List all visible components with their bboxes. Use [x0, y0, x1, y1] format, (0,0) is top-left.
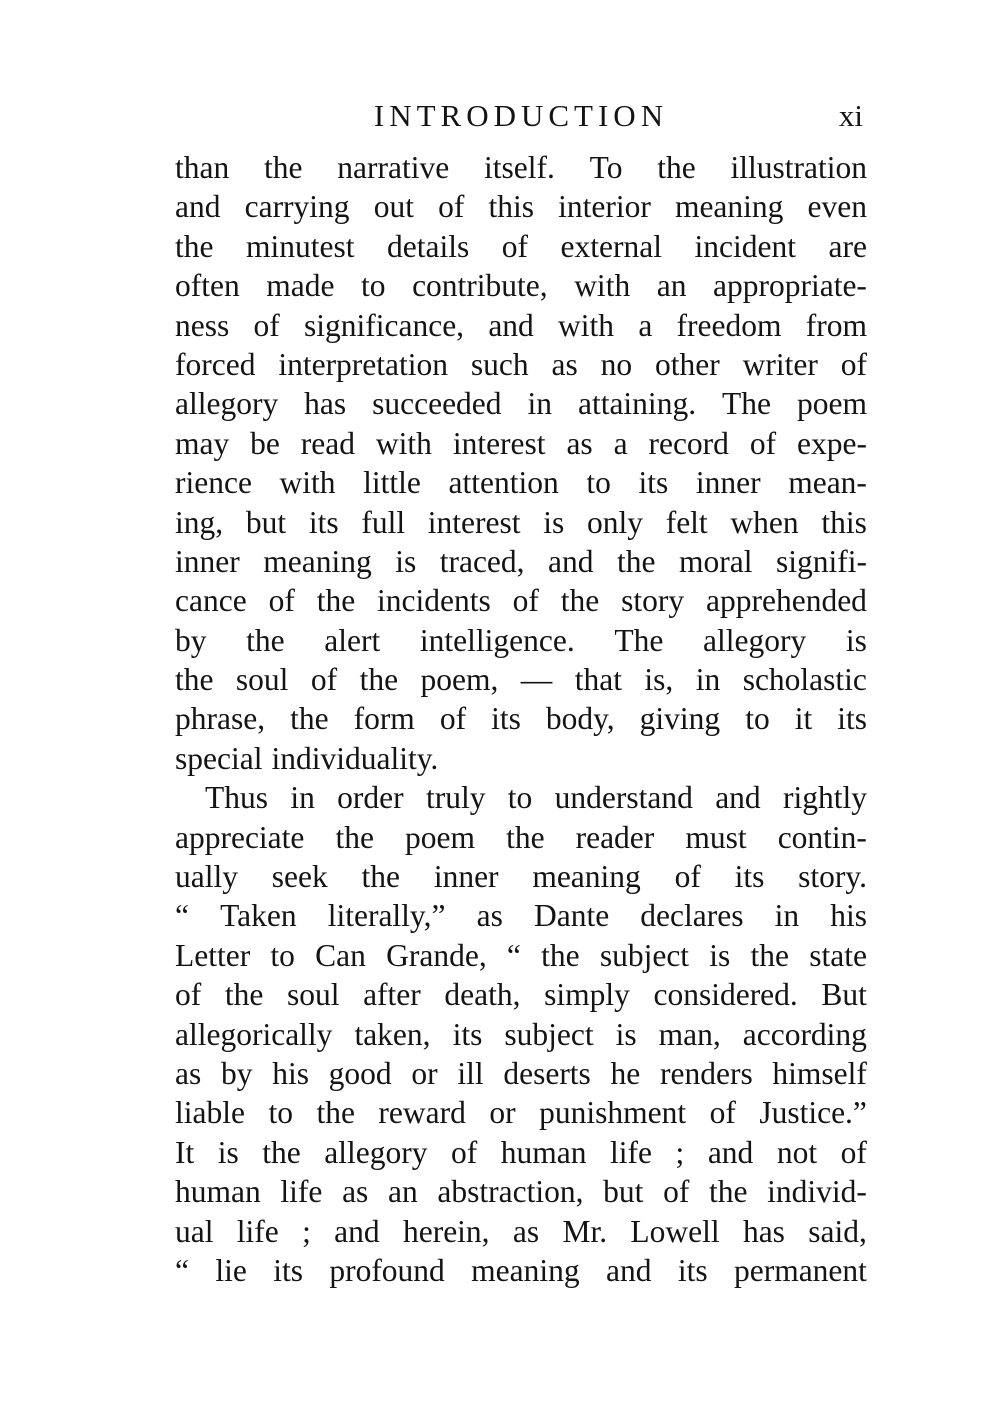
word: simply — [544, 977, 630, 1013]
word: as — [512, 1213, 540, 1249]
word: poem, — [420, 662, 499, 698]
word: The — [722, 386, 772, 422]
word: out — [373, 189, 414, 225]
word: in — [527, 386, 553, 422]
word: ing, — [175, 504, 224, 540]
page-number: xi — [838, 98, 863, 133]
word: Lowell — [630, 1213, 720, 1249]
text-line — [175, 503, 867, 542]
word: a — [638, 307, 653, 343]
word: is — [709, 937, 731, 973]
word: inner — [695, 465, 761, 501]
text-line — [175, 1212, 867, 1251]
text-line — [175, 857, 867, 896]
word: human — [175, 1174, 261, 1210]
word: Grande, — [386, 937, 487, 973]
word: the — [175, 662, 214, 698]
word: declares — [640, 898, 744, 934]
word: other — [655, 346, 720, 382]
word: “ — [506, 937, 521, 973]
word: of — [438, 189, 465, 225]
text-line — [175, 818, 867, 857]
word: little — [363, 465, 421, 501]
word: of — [253, 307, 280, 343]
text-line — [175, 1015, 867, 1054]
text-line — [175, 1251, 867, 1290]
word: even — [807, 189, 867, 225]
word: is — [217, 1134, 239, 1170]
word: To — [589, 150, 623, 185]
word: interest — [427, 504, 521, 540]
text-line — [175, 739, 867, 778]
word: than — [175, 150, 230, 185]
running-title: INTRODUCTION — [373, 98, 669, 133]
word: its — [491, 701, 521, 737]
word: the — [262, 1134, 301, 1170]
word: as — [551, 346, 578, 382]
word: by — [220, 1055, 253, 1091]
word: its — [677, 1252, 708, 1288]
word: to — [361, 268, 386, 304]
word: rightly — [783, 780, 867, 816]
word: the — [506, 819, 545, 855]
word: But — [821, 977, 867, 1013]
word: it — [794, 701, 813, 737]
word: the — [617, 543, 656, 579]
word: of — [439, 701, 467, 737]
word: alert — [324, 622, 381, 658]
word: deserts — [503, 1055, 591, 1091]
word: the — [316, 1095, 355, 1131]
word: It — [175, 1134, 195, 1170]
word: ually — [175, 859, 238, 895]
word: of — [268, 583, 295, 619]
word: the — [175, 228, 214, 264]
word: external — [560, 228, 662, 264]
word: with — [279, 465, 336, 501]
word: mean- — [788, 465, 867, 501]
word: ; — [302, 1213, 311, 1249]
word: traced, — [439, 543, 525, 579]
word: and — [334, 1213, 380, 1249]
word: incidents — [377, 583, 491, 619]
word: this — [488, 189, 534, 225]
word: renders — [660, 1055, 753, 1091]
word: ; — [675, 1134, 685, 1170]
word: as — [342, 1174, 369, 1210]
word: to — [745, 701, 770, 737]
word: to — [586, 465, 611, 501]
word: to — [507, 780, 533, 816]
word: human — [500, 1134, 587, 1170]
word: is — [395, 543, 417, 579]
word: ill — [457, 1055, 484, 1091]
word: in — [695, 662, 721, 698]
word: of — [451, 1134, 478, 1170]
word: reward — [378, 1095, 466, 1131]
word: cance — [175, 583, 247, 619]
word: story. — [798, 859, 867, 895]
word: death, — [444, 977, 521, 1013]
word: attention — [448, 465, 559, 501]
word: minutest — [246, 228, 355, 264]
word: the — [290, 701, 329, 737]
word: and — [707, 1134, 754, 1170]
text-line — [175, 660, 867, 699]
word: the — [359, 662, 399, 698]
word: meaning — [471, 1252, 580, 1288]
word: appreciate — [175, 819, 305, 855]
word: or — [411, 1055, 438, 1091]
word: its — [273, 1252, 303, 1288]
word: his — [272, 1055, 309, 1091]
word: story — [621, 583, 685, 619]
text-line — [175, 1172, 867, 1211]
word: The — [614, 622, 664, 658]
word: of — [310, 662, 338, 698]
word: Dante — [533, 898, 610, 934]
word: and — [175, 189, 221, 225]
word: meaning — [263, 543, 372, 579]
word: interior — [558, 189, 651, 225]
word: not — [776, 1134, 818, 1170]
word: poem — [796, 386, 867, 422]
word: “ — [175, 1252, 189, 1288]
word: and — [715, 780, 761, 816]
word: seek — [271, 859, 328, 895]
word: considered. — [653, 977, 798, 1013]
word: felt — [665, 504, 708, 540]
word: with — [375, 425, 432, 461]
word: life — [236, 1213, 279, 1249]
word: an — [656, 268, 687, 304]
word: of — [840, 346, 867, 382]
word: abstraction, — [437, 1174, 584, 1210]
text-line — [175, 266, 867, 305]
word: is, — [644, 662, 674, 698]
word: of — [663, 1174, 690, 1210]
word: punishment — [539, 1095, 687, 1131]
word: its — [734, 859, 765, 895]
word: and — [548, 543, 594, 579]
word: its — [837, 701, 867, 737]
word: interpretation — [278, 346, 449, 382]
word: be — [250, 425, 280, 461]
text-line — [175, 581, 867, 620]
word: of — [674, 859, 701, 895]
text-line — [175, 1133, 867, 1172]
word: individ- — [767, 1174, 867, 1210]
word: scholastic — [742, 662, 867, 698]
word: this — [821, 504, 867, 540]
word: illustration — [730, 150, 867, 185]
word: poem — [405, 819, 475, 855]
word: ness — [175, 307, 230, 343]
word: carrying — [244, 189, 350, 225]
word: and — [488, 307, 534, 343]
body-text — [175, 148, 867, 1290]
word: and — [606, 1252, 652, 1288]
word: but — [603, 1174, 644, 1210]
text-line — [175, 1054, 867, 1093]
word: a — [613, 425, 628, 461]
text-line — [175, 778, 867, 817]
word: truly — [425, 780, 486, 816]
word: Letter — [175, 937, 251, 973]
word: the — [316, 583, 356, 619]
word: according — [742, 1016, 867, 1052]
text-line — [175, 148, 867, 187]
word: ual — [175, 1213, 214, 1249]
text-line — [175, 699, 867, 738]
word: are — [828, 228, 867, 264]
word: signifi- — [775, 543, 867, 579]
word: allegory — [175, 386, 279, 422]
word: appropriate- — [713, 268, 867, 304]
word: forced — [175, 346, 256, 382]
word: may — [175, 425, 230, 461]
word: contin- — [777, 819, 867, 855]
word: contribute, — [412, 268, 548, 304]
word: record — [648, 425, 729, 461]
word: rience — [175, 465, 252, 501]
text-line — [175, 345, 867, 384]
text-line — [175, 936, 867, 975]
word: lie — [215, 1252, 247, 1288]
word: the — [224, 977, 264, 1013]
word: said, — [808, 1213, 867, 1249]
text-line — [175, 1093, 867, 1132]
word: Taken — [220, 898, 297, 934]
word: soul — [235, 662, 289, 698]
word: made — [266, 268, 335, 304]
word: succeeded — [372, 386, 502, 422]
word: allegory — [324, 1134, 428, 1170]
word: with — [574, 268, 631, 304]
word: interest — [452, 425, 546, 461]
word: must — [685, 819, 747, 855]
word: form — [353, 701, 415, 737]
word: order — [337, 780, 404, 816]
word: reader — [575, 819, 655, 855]
word: “ — [175, 898, 189, 934]
word: significance, — [304, 307, 465, 343]
word: such — [470, 346, 529, 382]
word: to — [268, 1095, 293, 1131]
word: understand — [554, 780, 693, 816]
word: soul — [286, 977, 340, 1013]
word: the — [750, 937, 789, 973]
word: the — [541, 937, 580, 973]
word: details — [387, 228, 470, 264]
word: inner — [175, 543, 240, 579]
text-line — [175, 424, 867, 463]
word: apprehended — [706, 583, 867, 619]
word: that — [574, 662, 622, 698]
word: as — [476, 898, 503, 934]
word: is — [845, 622, 867, 658]
word: allegory — [703, 622, 807, 658]
text-line — [175, 896, 867, 935]
word: life — [280, 1174, 323, 1210]
word: the — [335, 819, 374, 855]
word: of — [840, 1134, 867, 1170]
word: only — [586, 504, 643, 540]
word: full — [361, 504, 406, 540]
word: his — [830, 898, 867, 934]
text-line — [175, 975, 867, 1014]
word: — — [520, 662, 553, 698]
word: himself — [772, 1055, 867, 1091]
text-line — [175, 187, 867, 226]
word: itself. — [484, 150, 555, 185]
word: in — [290, 780, 315, 816]
word: intelligence. — [419, 622, 575, 658]
word: of — [709, 1095, 736, 1131]
word: has — [742, 1213, 785, 1249]
word: individuality. — [271, 740, 439, 776]
word: is — [615, 1016, 637, 1052]
word: is — [543, 504, 565, 540]
word: body, — [545, 701, 615, 737]
word: the — [361, 859, 401, 895]
word: as — [175, 1055, 202, 1091]
word: the — [560, 583, 600, 619]
word: has — [304, 386, 347, 422]
word: phrase, — [175, 701, 266, 737]
word: by — [175, 622, 207, 658]
word: after — [363, 977, 421, 1013]
word: of — [512, 583, 539, 619]
text-line — [175, 384, 867, 423]
word: meaning — [532, 859, 641, 895]
word: its — [452, 1016, 483, 1052]
word: when — [730, 504, 799, 540]
word: Can — [315, 937, 366, 973]
word: expe- — [797, 425, 867, 461]
word: of — [501, 228, 529, 264]
word: Mr. — [562, 1213, 608, 1249]
word: no — [600, 346, 633, 382]
word: from — [805, 307, 867, 343]
word: subject — [504, 1016, 594, 1052]
word: read — [300, 425, 355, 461]
word: the — [264, 150, 303, 185]
word: writer — [742, 346, 818, 382]
text-line — [175, 306, 867, 345]
word: or — [489, 1095, 516, 1131]
word: moral — [679, 543, 753, 579]
text-line — [175, 621, 867, 660]
book-page — [175, 96, 867, 1290]
text-line — [175, 463, 867, 502]
word: its — [638, 465, 669, 501]
word: in — [774, 898, 800, 934]
word: literally,” — [327, 898, 446, 934]
word: special — [175, 740, 263, 776]
word: good — [328, 1055, 392, 1091]
word: attaining. — [577, 386, 697, 422]
word: the — [246, 622, 285, 658]
word: giving — [639, 701, 721, 737]
word: freedom — [676, 307, 782, 343]
word: as — [566, 425, 593, 461]
word: Thus — [205, 780, 268, 816]
text-line — [175, 542, 867, 581]
word: the — [709, 1174, 748, 1210]
word: with — [558, 307, 615, 343]
word: often — [175, 268, 240, 304]
word: an — [387, 1174, 418, 1210]
text-line — [175, 227, 867, 266]
word: meaning — [674, 189, 784, 225]
word: of — [749, 425, 777, 461]
word: of — [175, 977, 202, 1013]
word: to — [270, 937, 295, 973]
word: permanent — [733, 1252, 867, 1288]
page-header — [175, 96, 867, 138]
word: the — [657, 150, 696, 185]
word: but — [245, 504, 287, 540]
word: its — [308, 504, 339, 540]
word: taken, — [354, 1016, 431, 1052]
word: he — [610, 1055, 641, 1091]
word: liable — [175, 1095, 245, 1131]
word: profound — [329, 1252, 445, 1288]
word: inner — [433, 859, 499, 895]
word: incident — [694, 228, 796, 264]
word: subject — [599, 937, 690, 973]
word: narrative — [337, 150, 450, 185]
word: state — [809, 937, 867, 973]
word: allegorically — [175, 1016, 333, 1052]
word: herein, — [402, 1213, 490, 1249]
word: man, — [658, 1016, 721, 1052]
word: Justice.” — [759, 1095, 867, 1131]
word: life — [610, 1134, 653, 1170]
